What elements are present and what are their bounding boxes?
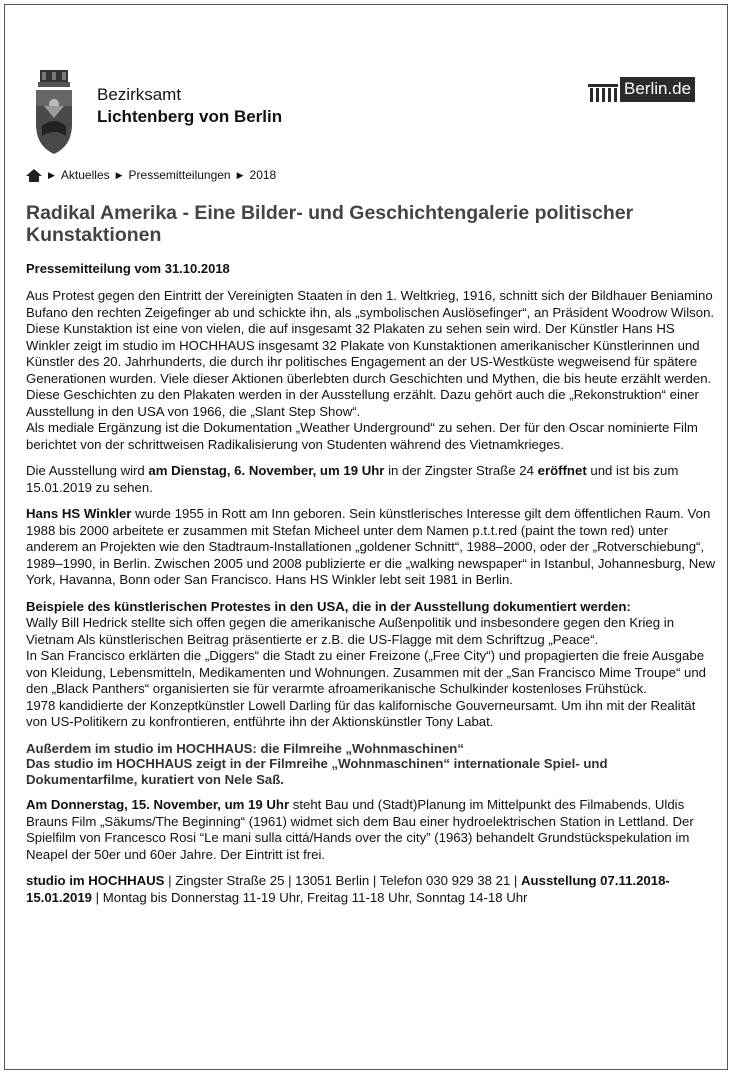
press-release-date: Pressemitteilung vom 31.10.2018 (26, 261, 230, 276)
breadcrumb-arrow-icon: ▶ (115, 169, 123, 180)
coat-of-arms-icon (34, 70, 74, 154)
berlin-logo-bars-icon (588, 76, 618, 102)
examples-heading (26, 599, 718, 616)
opening-word: eröffnet (537, 463, 587, 478)
berlin-de-logo[interactable] (588, 74, 695, 102)
film-date: Am Donnerstag, 15. November, um 19 Uhr (26, 797, 290, 812)
footer-venue: studio im HOCHHAUS (26, 873, 165, 888)
artist-name: Hans HS Winkler (26, 506, 132, 521)
paragraph-intro: Aus Protest gegen den Eintritt der Vereinigten Staaten in den 1. Weltkrieg, 1916, schnitt sich der Bildhauer Beniamino Bufano den rechten Zeigefinger ab und schickte ihn, als „symbolischen Auslösefinger“, an Präsident Woodrow Wilson. Diese Kunstaktion ist eine von vielen, die auf insgesamt 32 Plakaten zu sehen sein wird. Der Künstler Hans HS Winkler zeigt im studio im HOCHHAUS insgesamt 32 Plakate von Kunstaktionen amerikanischer Künstlerinnen und Künstler des 20. Jahrhunderts, die durch ihr politisches Engagement an der US-Westküste wegweisend für spätere Generationen wurden. Viele dieser Aktionen überlebten durch Geschichten und Mythen, die bis heute erzählt werden. (26, 288, 715, 386)
dept-line1: Bezirksamt (97, 85, 182, 104)
example-darling: 1978 kandidierte der Konzeptkünstler Lowell Darling für das kalifornische Gouverneursamt. Um ihn mit der Realität von US-Politikern zu konfrontieren, entführte ihn der Aktionskünstler Tony Labat. (26, 697, 696, 729)
breadcrumb-2018[interactable]: 2018 (249, 168, 277, 182)
berlin-logo-text: Berlin.de (620, 77, 695, 102)
film-intro: Das studio im HOCHHAUS zeigt in der Filmreihe „Wohnmaschinen“ internationale Spiel- und Dokumentarfilme, kuratiert von Nele Saß. (26, 756, 608, 787)
bio-text: wurde 1955 in Rott am Inn geboren. Sein künstlerisches Interesse gilt dem öffentlichen Raum. Von 1988 bis 2000 arbeitete er zusammen mit Stefan Micheel unter dem Namen p.t.t.red (paint the town red) unter anderem an Projekten wie den Stadtraum-Installationen „goldener Schnitt“, 1988–2000, oder der „Rotverschiebung“, 1989–1990, in Berlin. Zwischen 2005 und 2008 publizierte er die „walking newspaper“ in Istanbul, Johannesburg, New York, Havanna, Bonn oder San Francisco. Hans HS Winkler lebt seit 1981 in Berlin. (26, 506, 716, 587)
example-hedrick: Wally Bill Hedrick stellte sich offen gegen die amerikanische Außenpolitik und insbesondere gegen den Krieg in Vietnam Als künstlerischen Beitrag präsentierte er z.B. die US-Flagge mit dem Schriftzug „Peace“. (26, 615, 675, 647)
dept-line2: Lichtenberg von Berlin (97, 107, 283, 126)
breadcrumb (26, 168, 276, 182)
opening-mid: in der Zingster Straße 24 (384, 463, 538, 478)
home-icon[interactable] (26, 169, 42, 182)
footer-hours: | Montag bis Donnerstag 11-19 Uhr, Freitag 11-18 Uhr, Sonntag 14-18 Uhr (92, 889, 528, 905)
footer-info (26, 873, 718, 906)
paragraph-film (26, 797, 718, 863)
department-name (97, 84, 282, 128)
film-text: steht Bau und (Stadt)Planung im Mittelpunkt des Filmabends. Uldis Brauns Film „Säkums/The Beginning“ (1961) widmet sich dem Bau einer hydroelektrischen Station in Lettland. Der Spielfilm von Francesco Rosi “Le mani sulla cittá/Hands over the city” (1963) behandelt Grundstückspekulation im Neapel der 50er und 60er Jahre. Der Eintritt ist frei. (26, 797, 694, 862)
breadcrumb-arrow-icon: ▶ (236, 169, 244, 180)
breadcrumb-arrow-icon: ▶ (48, 169, 55, 180)
footer-exhibition-dates: Ausstellung 07.11.2018-15.01.2019 (26, 873, 670, 905)
breadcrumb-aktuelles[interactable]: Aktuelles (60, 168, 110, 182)
footer-address: | Zingster Straße 25 | 13051 Berlin | Telefon 030 929 38 21 | (164, 873, 522, 888)
opening-post: und ist bis zum 15.01.2019 zu sehen. (26, 463, 679, 495)
example-diggers: In San Francisco erklärten die „Diggers“ die Stadt zu einer Freizone („Free City“) und propagierten die freie Ausgabe von Kleidung, Lebensmitteln, Medikamenten und Wohnungen. Zusammen mit der „San Francisco Mime Troupe“ und den „Black Panthers“ organisierten sie für verarmte afroamerikanische Schulkinder kostenloses Frühstück. (26, 648, 706, 696)
examples-heading-text: Beispiele des künstlerischen Protestes in den USA, die in der Ausstellung dokumentiert werden: (26, 598, 631, 614)
paragraph-bio (26, 506, 718, 589)
breadcrumb-pressemitteilungen[interactable]: Pressemitteilungen (128, 168, 231, 182)
paragraph-opening (26, 463, 718, 496)
page-title: Radikal Amerika - Eine Bilder- und Geschichtengalerie politischer Kunstaktionen (26, 202, 634, 246)
film-heading: Außerdem im studio im HOCHHAUS: die Filmreihe „Wohnmaschinen“ (26, 740, 464, 756)
opening-date: am Dienstag, 6. November, um 19 Uhr (148, 463, 385, 478)
paragraph-documentary: Als mediale Ergänzung ist die Dokumentation „Weather Underground“ zu sehen. Der für den Oscar nominierte Film berichtet von der schrittweisen Radikalisierung von Studenten während des Vietnamkrieges. (26, 420, 698, 452)
opening-pre: Die Ausstellung wird (26, 463, 149, 478)
article-body (26, 288, 718, 916)
paragraph-stories: Diese Geschichten zu den Plakaten werden in der Ausstellung erzählt. Dazu gehört auch die „Rekonstruktion“ einer Ausstellung in den USA von 1966, die „Slant Step Show“. (26, 387, 699, 419)
